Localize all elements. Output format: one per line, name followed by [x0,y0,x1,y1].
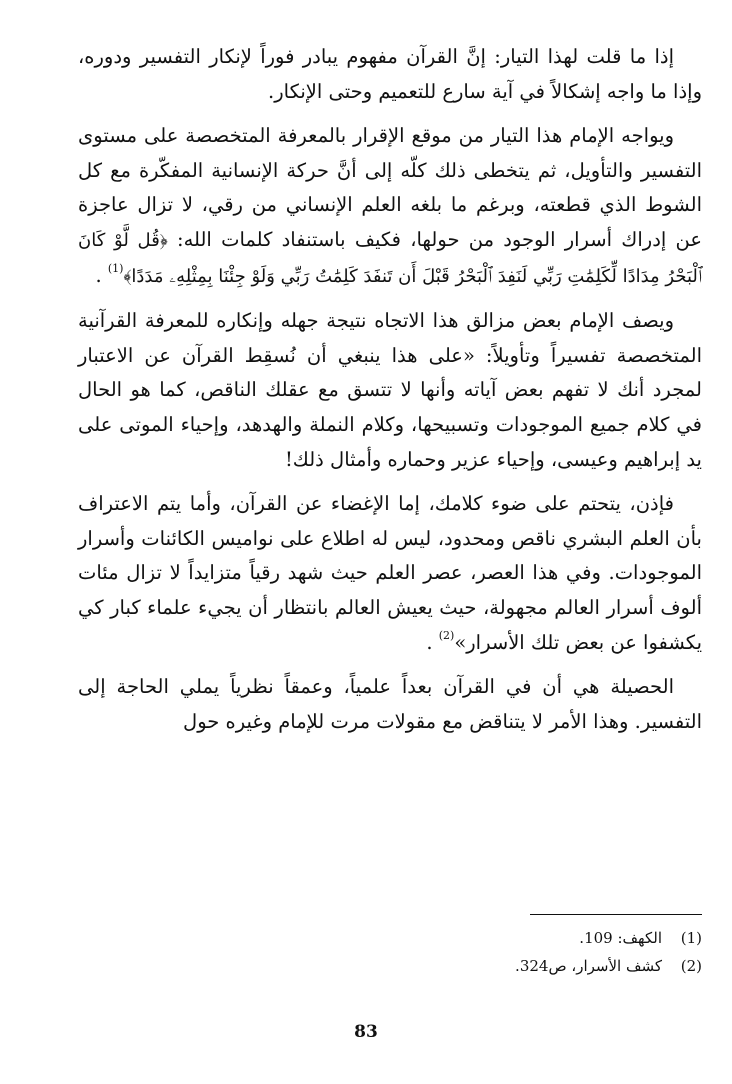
footnote-text: الكهف: 109. [579,929,662,947]
footnote-divider [530,914,702,915]
footnote-ref-2[interactable]: (2) [438,629,455,642]
paragraph-4-tail: . [426,630,433,654]
page-body [78,40,702,739]
paragraph-4 [78,487,702,660]
footnote-number: (1) [680,929,702,947]
paragraph-2-text: ويواجه الإمام هذا التيار من موقع الإقرار بالمعرفة المتخصصة على مستوى التفسير والتأويل، ثم يتخطى ذلك كلّه إلى أنَّ حركة الإنسانية المفكّرة مع كل الشوط الذي قطعته، وبرغم ما بلغه العلم الإنساني من رقي، لا تزال عاجزة عن إدراك أسرار الوجود من حولها، فكيف باستنفاد كلمات الله: [78,124,702,251]
paragraph-1-text: إذا ما قلت لهذا التيار: إنَّ القرآن مفهوم يبادر فوراً لإنكار التفسير ودوره، وإذا ما واجه إشكالاً في آية سارع للتعميم وحتى الإنكار. [78,45,702,103]
paragraph-5 [78,670,702,739]
paragraph-2-tail: . [95,263,102,287]
page-number: 83 [354,1022,378,1042]
paragraph-3-text: ويصف الإمام بعض مزالق هذا الاتجاه نتيجة جهله وإنكاره للمعرفة القرآنية المتخصصة تفسيراً وتأويلاً: «على هذا ينبغي أن نُسقِط القرآن عن الاعتبار لمجرد أنك لا تفهم بعض آياته وأنها لا تتسق مع عقلك الناقص، كما هو الحال في كلام جميع الموجودات وتسبيحها، وكلام النملة والهدهد، وإحياء الموتى على يد إبراهيم وعيسى، وإحياء عزير وحماره وأمثال ذلك! [78,309,702,471]
paragraph-2 [78,119,702,294]
footnote-text: كشف الأسرار، ص324. [515,957,662,975]
footnote-ref-1[interactable]: (1) [107,262,124,276]
paragraph-1 [78,40,702,109]
footnote-number: (2) [680,957,702,975]
footnote-1 [102,924,702,952]
paragraph-5-text: الحصيلة هي أن في القرآن بعداً علمياً، وعمقاً نظرياً يملي الحاجة إلى التفسير. وهذا الأمر لا يتناقض مع مقولات مرت للإمام وغيره حول [78,675,702,733]
footnotes [102,924,702,980]
quran-verse: ﴿قُل لَّوْ كَانَ ٱلْبَحْرُ مِدَادًا لِّكَلِمَٰتِ رَبِّي لَنَفِدَ ٱلْبَحْرُ قَبْلَ أَن تَنفَدَ كَلِمَٰتُ رَبِّي وَلَوْ جِئْنَا بِمِثْلِهِۦ مَدَدًا﴾ [78,229,702,287]
paragraph-3 [78,304,702,477]
paragraph-4-text: فإذن، يتحتم على ضوء كلامك، إما الإغضاء عن القرآن، وأما يتم الاعتراف بأن العلم البشري ناقص ومحدود، ليس له اطلاع على نواميس الكائنات وأسرار الموجودات. وفي هذا العصر، عصر العلم حيث شهد رقياً متزايداً لا تزال مئات ألوف أسرار العالم مجهولة، حيث يعيش العالم بانتظار أن يجيء علماء كبار كي يكشفوا عن بعض تلك الأسرار» [78,492,702,654]
footnote-2 [102,952,702,980]
